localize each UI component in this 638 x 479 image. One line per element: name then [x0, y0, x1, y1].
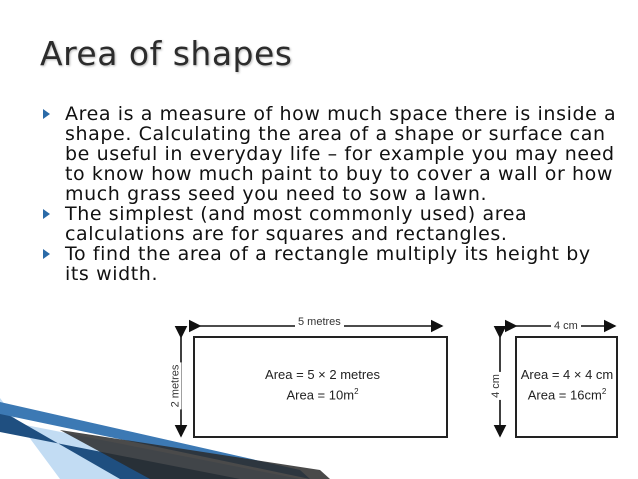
square-width-label: 4 cm — [551, 320, 581, 332]
square-area-line1: Area = 4 × 4 cm — [520, 367, 614, 382]
rectangle-area-text — [250, 366, 395, 403]
rectangle-height-label: 2 metres — [169, 364, 182, 408]
bullet-text: Area is a measure of how much space there is inside a shape. Calculating the area of a shape or surface can be useful in everyday life – for example you may need to know how much paint to buy to cover a wall or how much grass seed you need to sow a lawn. — [65, 103, 617, 205]
square-area-text — [517, 366, 617, 403]
square-height-label: 4 cm — [489, 374, 502, 398]
rectangle-width-label: 5 metres — [295, 316, 344, 328]
bullet-text: To find the area of a rectangle multiply its height by its width. — [65, 243, 591, 285]
rectangle-area-line2: Area = $10m^2$ — [286, 387, 359, 403]
square-area-line2: Area = $16cm^2$ — [527, 387, 607, 403]
bullet-text: The simplest (and most commonly used) area calculations are for squares and rectangles. — [65, 203, 528, 245]
slide-title: Area of shapes — [40, 34, 293, 73]
rectangle-area-line1: Area = 5 × 2 metres — [265, 367, 380, 382]
